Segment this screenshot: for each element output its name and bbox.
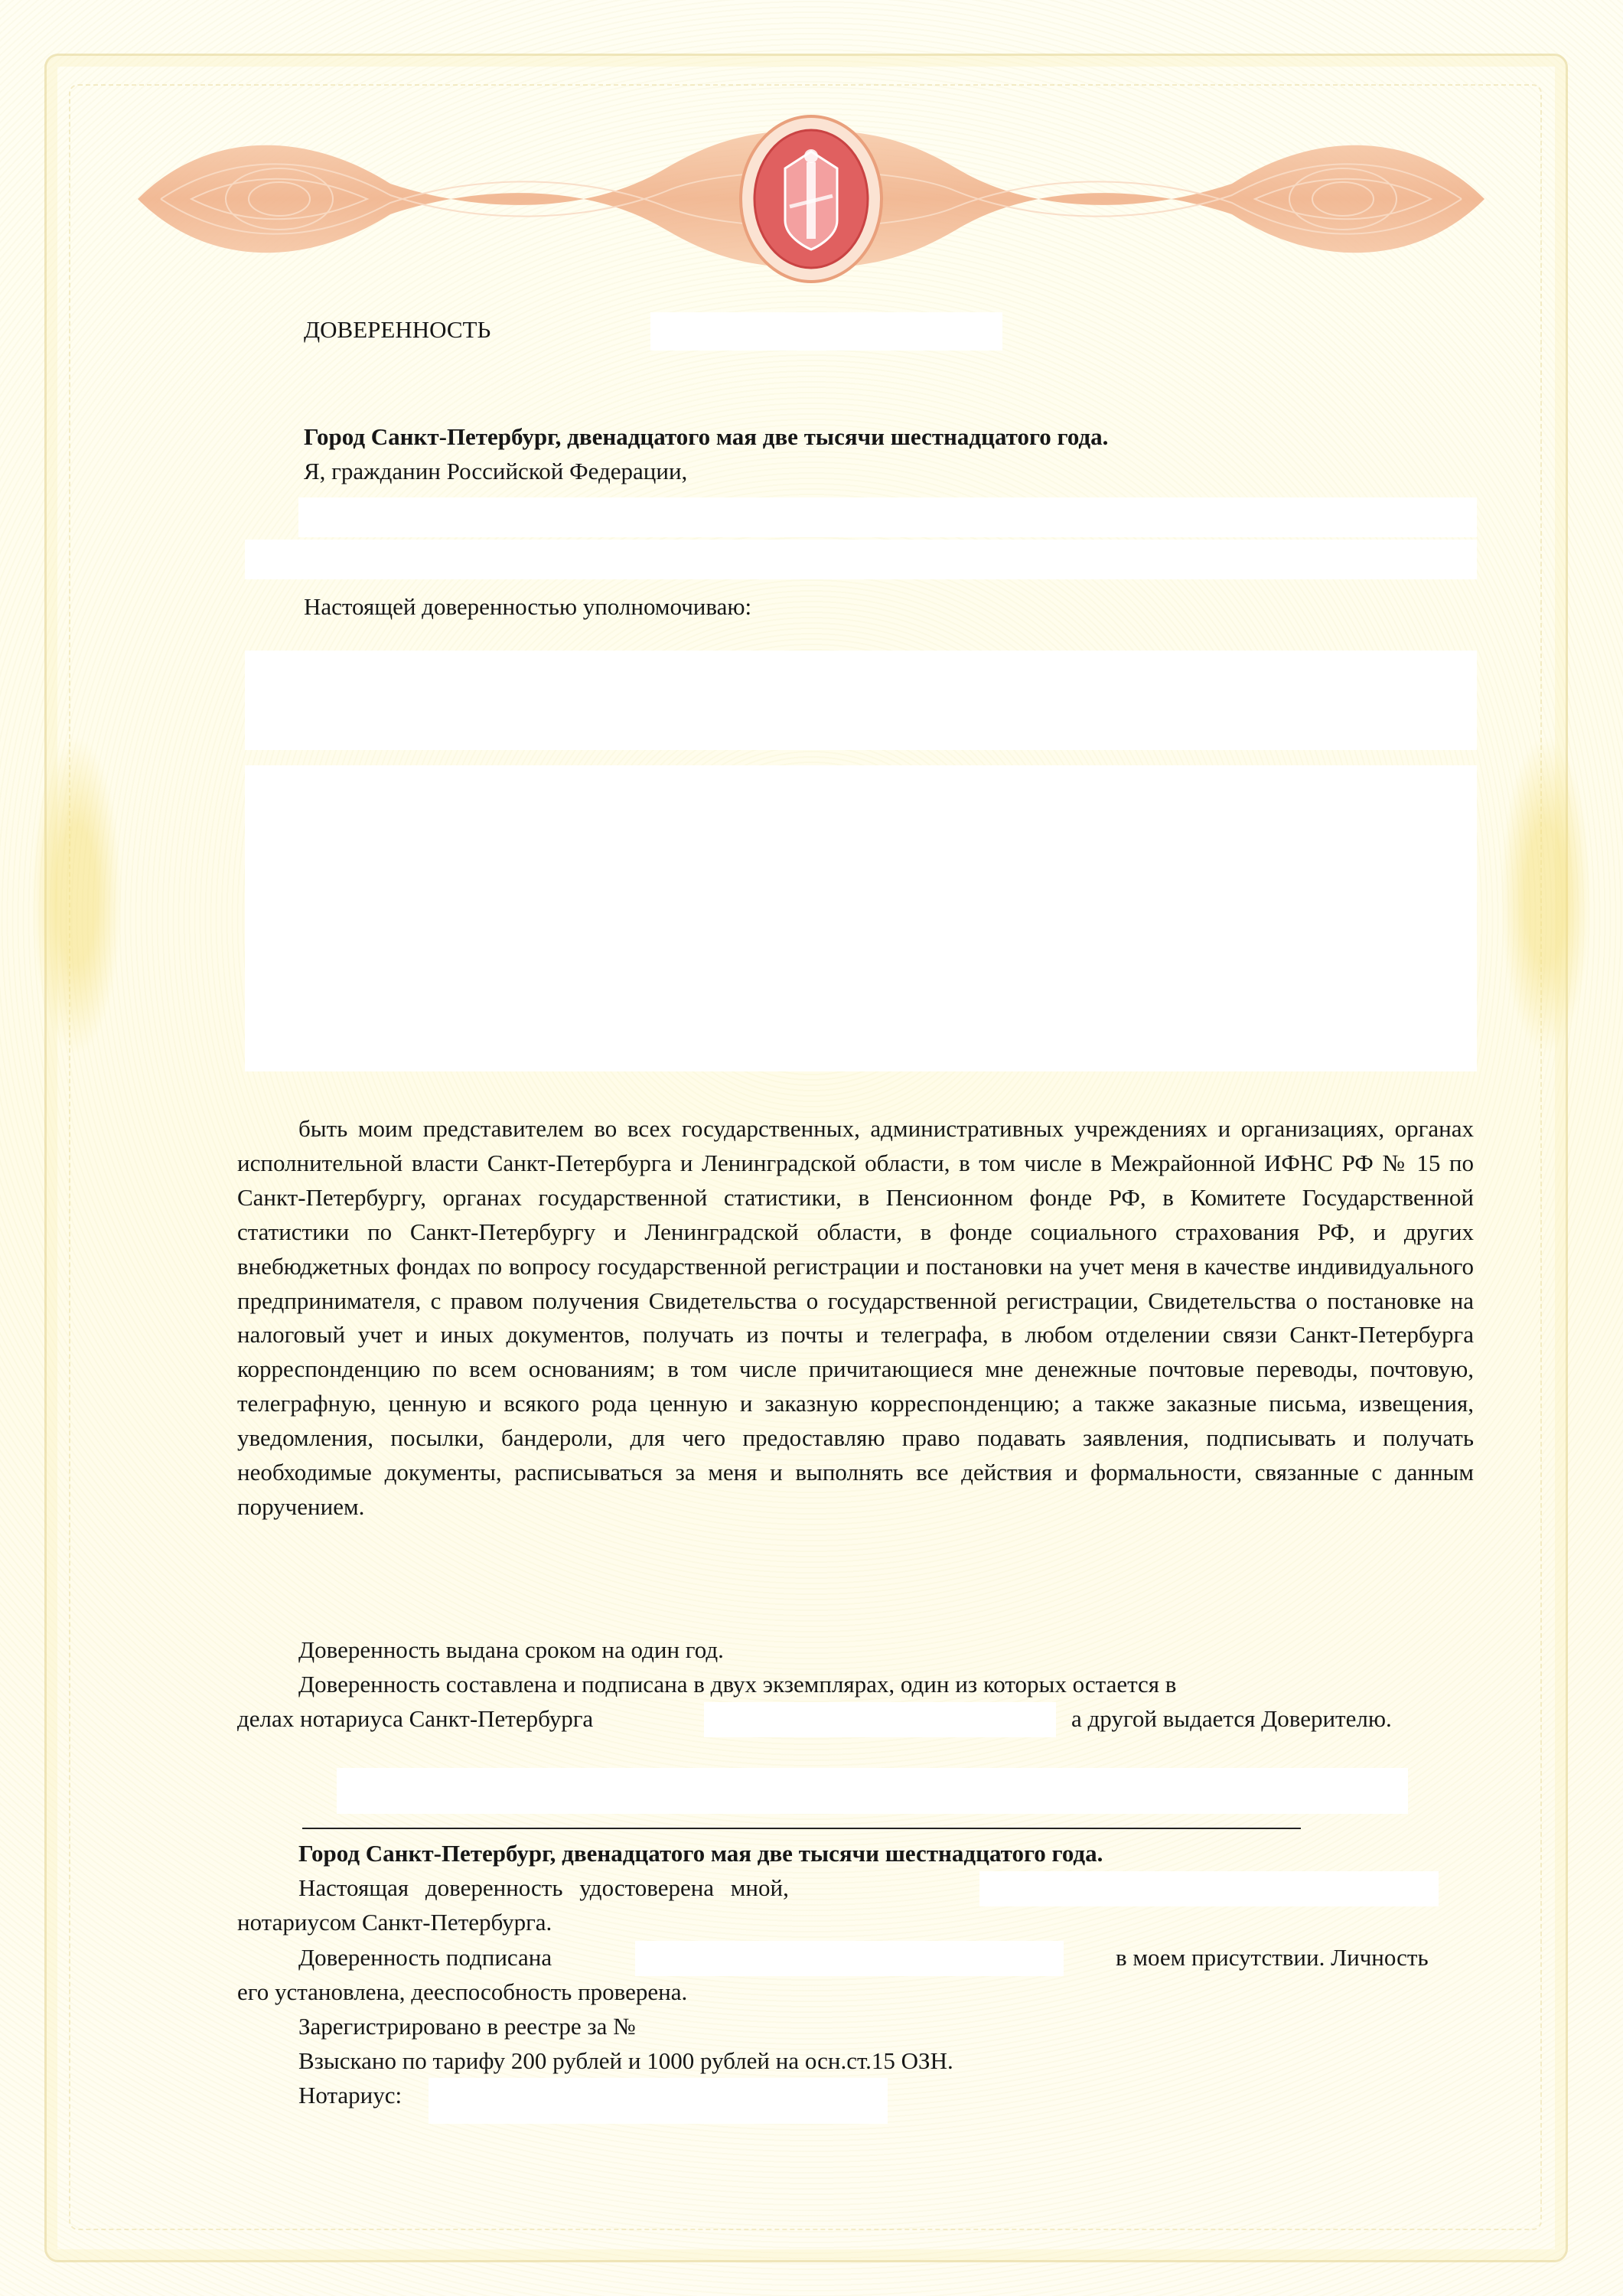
- signed-line-right: в моем присутствии. Личность: [1116, 1944, 1429, 1971]
- redacted-block: [650, 312, 1002, 351]
- signature-rule: [302, 1828, 1301, 1829]
- copies-line-1: Доверенность составлена и подписана в двух экземплярах, один из которых остается в: [298, 1671, 1177, 1698]
- notary-label: Нотариус:: [298, 2082, 402, 2108]
- redacted-grantor-line-2: [245, 540, 1477, 579]
- redacted-representative-2: [245, 765, 1477, 1071]
- certified-line-2: нотариусом Санкт-Петербурга.: [237, 1909, 552, 1936]
- redacted-grantor-line-1: [298, 497, 1477, 537]
- right-ornament: [1500, 735, 1592, 1056]
- notary-emblem-icon: [741, 116, 882, 282]
- body-paragraph: быть моим представителем во всех государственных, административных учреждениях и организациях, органах исполнительной власти Санкт-Петербурга и Ленинградской области, в том числе в Межрайонной ИФНС РФ № 15 по Санкт-Петербургу, органах государственной статистики, в Пенсионном фонде РФ, в Комитете Государственной статистики по Санкт-Петербургу и Ленинградской области, в фонде социального страхования РФ, и других внебюджетных фондах по вопросу государственной регистрации и постановки на учет меня в качестве индивидуального предпринимателя, с правом получения Свидетельства о государственной регистрации, Свидетельства о постановке на налоговый учет и иных документов, получать из почты и телеграфа, в любом отделении связи Санкт-Петербурга корреспонденцию по всем основаниям; в том числе причитающиеся мне денежные почтовые переводы, почтовую, телеграфную, ценную и всякого рода ценную и заказную корреспонденцию; а также заказные письма, извещения, уведомления, посылки, бандероли, для чего предоставляю право подавать заявления, подписывать и получать необходимые документы, расписываться за меня и выполнять все действия и формальности, связанные с данным поручением.: [237, 1115, 1474, 1520]
- authorize-line: Настоящей доверенностью уполномочиваю:: [304, 593, 752, 620]
- identity-line: его установлена, дееспособность проверена.: [237, 1978, 688, 2005]
- term-line: Доверенность выдана сроком на один год.: [298, 1636, 724, 1663]
- registry-line: Зарегистрировано в реестре за №: [298, 2013, 636, 2040]
- place-date-line: Город Санкт-Петербург, двенадцатого мая две тысячи шестнадцатого года.: [304, 423, 1109, 450]
- redacted-notary-fullname: [979, 1871, 1439, 1906]
- grantor-intro: Я, гражданин Российской Федерации,: [304, 458, 688, 484]
- redacted-signature: [337, 1768, 1408, 1814]
- copies-line-2-right: а другой выдается Доверителю.: [1071, 1705, 1392, 1732]
- copies-line-2-left: делах нотариуса Санкт-Петербурга: [237, 1705, 594, 1732]
- signed-line-left: Доверенность подписана: [298, 1944, 552, 1971]
- document-heading: ДОВЕРЕННОСТЬ: [304, 316, 491, 343]
- ornamental-banner: [115, 99, 1508, 298]
- redacted-grantor-name: [635, 1941, 1064, 1976]
- fee-line: Взыскано по тарифу 200 рублей и 1000 рублей на осн.ст.15 ОЗН.: [298, 2047, 953, 2074]
- redacted-notary-name: [704, 1702, 1056, 1737]
- left-ornament: [31, 735, 122, 1056]
- certified-line-1: Настоящая доверенность удостоверена мной,: [298, 1874, 789, 1901]
- redacted-representative-1: [245, 651, 1477, 750]
- redacted-notary-signature: [429, 2078, 888, 2124]
- cert-place-date-line: Город Санкт-Петербург, двенадцатого мая две тысячи шестнадцатого года.: [298, 1840, 1103, 1867]
